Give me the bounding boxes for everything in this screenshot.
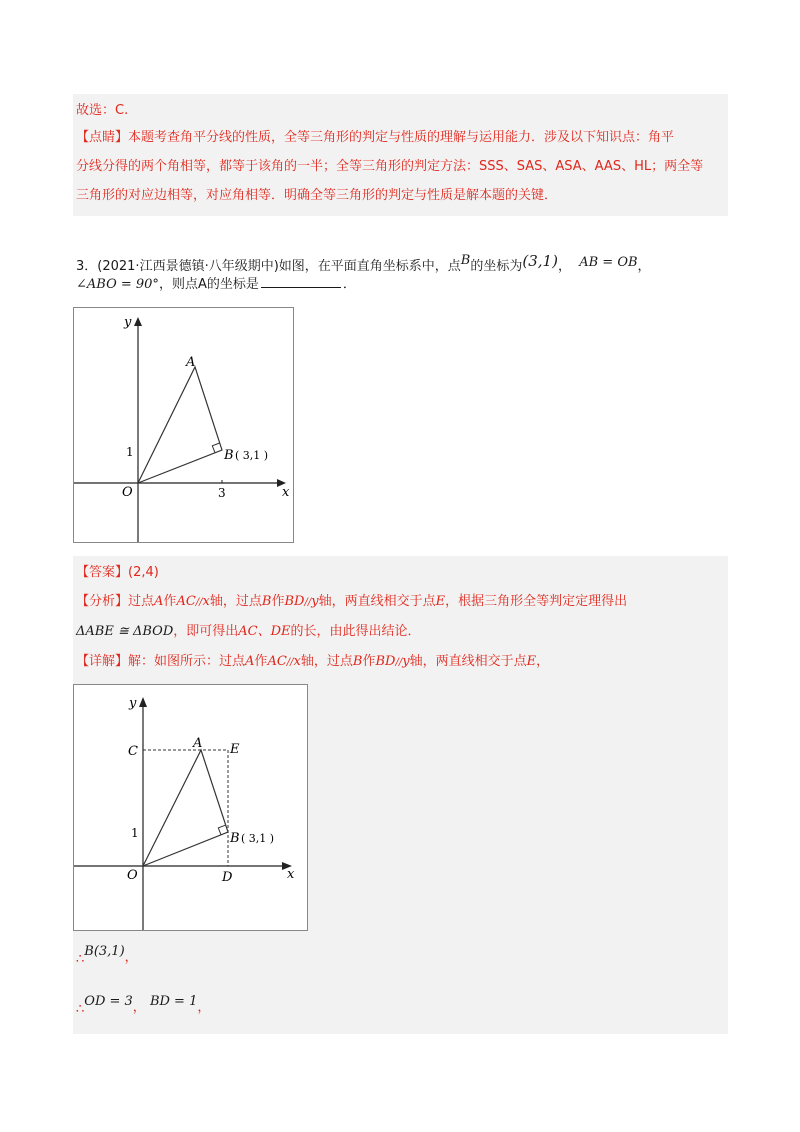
analysis-text-c: 轴，过点 <box>209 594 262 609</box>
answer-blank <box>261 274 341 288</box>
step-2-comma-2: ， <box>197 1000 211 1015</box>
figure-2 <box>73 684 308 931</box>
therefore-symbol-1: ∴ <box>76 952 85 967</box>
comment-text-3: 三角形的对应边相等，对应角相等．明确全等三角形的判定与性质是解本题的关键． <box>76 188 558 203</box>
detail-point-a: A <box>245 654 255 669</box>
analysis-axis-x: x <box>202 594 210 609</box>
fig1-label-b-coord: ( 3,1 ) <box>235 449 269 462</box>
question-period: ． <box>342 277 356 292</box>
detail-parallel-1: // <box>286 657 294 668</box>
step-1-comma: ， <box>124 950 138 965</box>
fig2-y-label: y <box>129 696 137 711</box>
fig2-x-label: x <box>287 867 295 882</box>
detail-line <box>76 652 549 673</box>
fig1-tick-y-label: 1 <box>126 445 134 459</box>
question-coord-b: (3,1) <box>522 252 558 270</box>
analysis-text-b: 作 <box>163 594 177 609</box>
analysis-text-a: 过点 <box>128 594 155 609</box>
fig1-origin-label: O <box>122 485 133 500</box>
fig2-label-b: B <box>230 831 240 846</box>
analysis-seg-ac: AC <box>176 594 196 609</box>
comment-line-3 <box>76 186 557 206</box>
detail-text-b: 作 <box>254 654 268 669</box>
fig1-y-label: y <box>124 315 132 330</box>
detail-text-e: 轴，两直线相交于点 <box>409 654 527 669</box>
question-sep1: ， <box>557 259 571 274</box>
detail-parallel-2: // <box>395 657 403 668</box>
detail-point-b: B <box>352 654 363 669</box>
analysis-text-f: ，根据三角形全等判定定理得出 <box>445 594 628 609</box>
analysis-text-e: 轴，两直线相交于点 <box>318 594 436 609</box>
analysis-tag: 【分析】 <box>76 594 129 609</box>
detail-text-d: 作 <box>362 654 376 669</box>
detail-text-f: ， <box>536 654 550 669</box>
fig1-triangle <box>138 367 222 483</box>
fig1-label-a: A <box>186 355 196 370</box>
fig2-y-arrow <box>139 697 147 707</box>
answer-value: (2,4) <box>128 565 159 580</box>
detail-seg-ac: AC <box>267 654 287 669</box>
step-2-od: OD = 3 <box>84 994 133 1009</box>
analysis-line-1 <box>76 592 627 613</box>
comment-line-2 <box>76 157 703 177</box>
detail-seg-bd: BD <box>375 654 396 669</box>
analysis-text-h: 的长，由此得出结论． <box>290 624 421 639</box>
fig2-origin-label: O <box>127 868 138 883</box>
step-2-bd: BD = 1 <box>149 994 198 1009</box>
conclusion-text: 故选：C. <box>76 103 129 118</box>
analysis-line-2 <box>76 622 421 642</box>
conclusion-line <box>76 101 128 121</box>
figure-1 <box>73 307 294 543</box>
fig2-label-e: E <box>230 742 240 757</box>
question-line-2 <box>76 274 356 295</box>
fig2-label-c: C <box>128 744 138 759</box>
step-2-comma-1: ， <box>132 1000 146 1015</box>
answer-tag: 【答案】 <box>76 565 129 580</box>
question-sep2: ， <box>637 259 651 274</box>
step-1-expr: B(3,1) <box>84 944 125 959</box>
comment-text-2: 分线分得的两个角相等，都等于该角的一半；全等三角形的判定方法：SSS、SAS、ASA、AAS、HL；两全等 <box>76 159 704 174</box>
analysis-parallel-1: // <box>195 597 203 608</box>
question-text-c: ，则点A的坐标是 <box>158 277 259 292</box>
analysis-text-d: 作 <box>271 594 285 609</box>
detail-text-a: 解：如图所示：过点 <box>128 654 246 669</box>
question-text-b: 的坐标为 <box>470 259 523 274</box>
answer-line <box>76 563 159 583</box>
analysis-congruence: ΔABE ≅ ΔBOD <box>76 624 174 639</box>
detail-axis-x: x <box>293 654 301 669</box>
step-line-2 <box>76 992 210 1020</box>
analysis-parallel-2: // <box>304 597 312 608</box>
fig1-tick-x-label: 3 <box>218 486 226 500</box>
analysis-segs: AC、DE <box>238 624 291 639</box>
fig2-triangle <box>143 750 228 866</box>
detail-tag: 【详解】 <box>76 654 129 669</box>
step-line-1 <box>76 942 138 970</box>
comment-text-1: 本题考查角平分线的性质，全等三角形的判定与性质的理解与运用能力．涉及以下知识点：角平 <box>128 130 675 145</box>
question-point-b: B <box>460 253 471 268</box>
fig1-y-arrow <box>134 317 142 326</box>
fig2-label-d: D <box>222 870 233 885</box>
fig2-label-a: A <box>193 736 203 751</box>
therefore-symbol-2: ∴ <box>76 1002 85 1017</box>
analysis-seg-bd: BD <box>284 594 305 609</box>
analysis-text-g: ，即可得出 <box>173 624 239 639</box>
question-text-a: 如图，在平面直角坐标系中，点 <box>278 259 461 274</box>
comment-line-1 <box>76 128 674 148</box>
detail-axis-y: y <box>402 654 410 669</box>
detail-point-e: E <box>526 654 537 669</box>
fig1-x-label: x <box>282 485 290 500</box>
question-source: (2021·江西景德镇·八年级期中) <box>97 259 279 274</box>
analysis-point-a: A <box>154 594 164 609</box>
figure-2-svg <box>74 685 307 930</box>
detail-text-c: 轴，过点 <box>300 654 353 669</box>
analysis-point-b: B <box>261 594 272 609</box>
fig2-tick-y-label: 1 <box>131 826 139 840</box>
fig1-label-b: B <box>224 448 234 463</box>
comment-tag: 【点睛】 <box>76 130 129 145</box>
analysis-point-e: E <box>435 594 446 609</box>
question-cond2: ∠ABO = 90° <box>76 277 159 292</box>
figure-1-svg <box>74 308 293 542</box>
question-cond1: AB = OB <box>579 255 638 270</box>
question-number: 3． <box>76 259 98 274</box>
fig2-label-b-coord: ( 3,1 ) <box>241 832 275 845</box>
analysis-axis-y: y <box>311 594 319 609</box>
